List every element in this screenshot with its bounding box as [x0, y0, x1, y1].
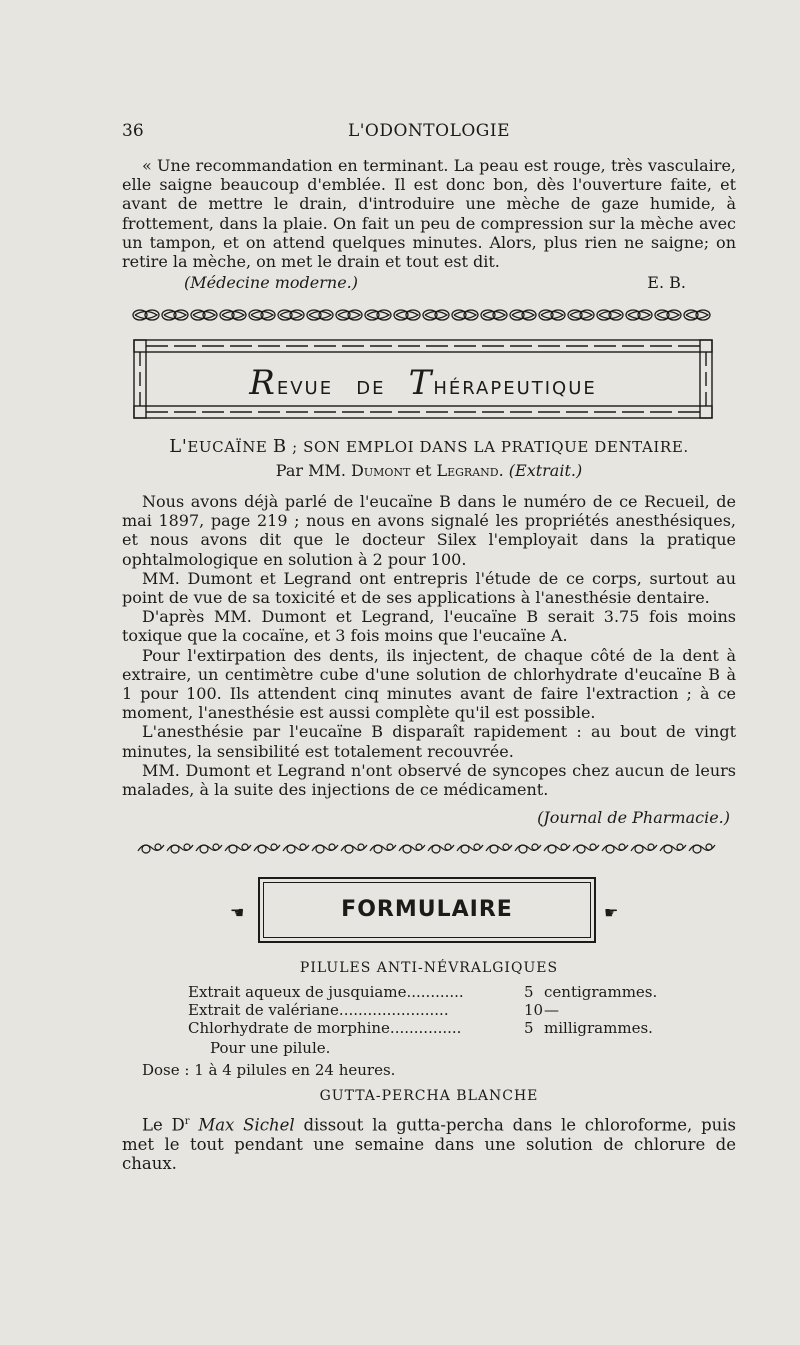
article-body: [122, 492, 736, 799]
formulaire-title: FORMULAIRE: [341, 897, 513, 922]
dose-note: Dose : 1 à 4 pilules en 24 heures.: [142, 1061, 396, 1079]
paragraph: Nous avons déjà parlé de l'eucaïne B dans le numéro de ce Recueil, de mai 1897, page 219 ; nous en avons signalé les propriétés anesthésiques, et nous avons dit que le docteur Silex l'employait dans la pratique ophtalmologique en solution à 2 pour 100.: [122, 492, 736, 569]
pointing-hand-right-icon: ☛: [604, 903, 619, 922]
prior-article-source: (Médecine moderne.): [184, 273, 359, 292]
paragraph: Pour l'extirpation des dents, ils injectent, de chaque côté de la dent à extraire, un centimètre cube d'une solution de chlorhydrate d'eucaïne B à 1 pour 100. Ils attendent cinq minutes avant de faire l'extraction ; à ce moment, l'anesthésie est aussi complète qu'il est possible.: [122, 645, 736, 723]
journal-title: L'ODONTOLOGIE: [347, 121, 511, 141]
revue-therapeutique-banner: [132, 338, 714, 420]
formulaire-box: [258, 877, 596, 943]
gutta-paragraph: Le $D^r$ Max Sichel dissout la gutta-percha dans le chloroforme, puis met le tout pendant une semaine dans une solution de chlorure de chaux.: [122, 1115, 736, 1173]
paragraph: MM. Dumont et Legrand n'ont observé de syncopes chez aucun de leurs malades, à la suite des injections de ce médicament.: [122, 760, 736, 800]
page-number: 36: [122, 121, 144, 141]
ornament-divider-bottom: [136, 839, 720, 857]
ornament-divider-top: [132, 306, 722, 324]
rx-line: Extrait aqueux de jusquiame............ 5 centigrammes.: [188, 983, 658, 1001]
rx-line: Chlorhydrate de morphine............... 5 milligrammes.: [188, 1019, 653, 1037]
paragraph: D'après MM. Dumont et Legrand, l'eucaïne B serait 3.75 fois moins toxique que la cocaïne, et 3 fois moins que l'eucaïne A.: [122, 607, 736, 646]
article-source: (Journal de Pharmacie.): [537, 808, 730, 827]
prior-article-initials: E. B.: [647, 273, 686, 292]
gutta-heading: GUTTA-PERCHA BLANCHE: [319, 1088, 539, 1104]
revue-title: REVUE DE THÉRAPEUTIQUE: [249, 363, 597, 403]
prior-article-paragraph: « Une recommandation en terminant. La peau est rouge, très vasculaire, elle saigne beaucoup d'emblée. Il est donc bon, dès l'ouverture faite, et avant de mettre le drain, d'introduire une mèche de gaze humide, à frottement, dans la plaie. On fait un peu de compression sur la mèche avec un tampon, et on attend quelques minutes. Alors, plus rien ne saigne; on retire la mèche, on met le drain et tout est dit.: [122, 156, 736, 272]
pointing-hand-left-icon: ☚: [230, 903, 245, 922]
per-pill-note: Pour une pilule.: [210, 1039, 331, 1057]
pilules-heading: PILULES ANTI-NÉVRALGIQUES: [299, 960, 559, 976]
prior-article-signature: [122, 273, 736, 293]
running-head: [122, 121, 736, 143]
paragraph: L'anesthésie par l'eucaïne B disparaît rapidement : au bout de vingt minutes, la sensibilité est totalement recouvrée.: [122, 722, 736, 761]
article-title: L'EUCAÏNE B ; SON EMPLOI DANS LA PRATIQUE DENTAIRE. Par MM. Dumont et Legrand. (Extrait.): [122, 436, 736, 480]
article-authors: Par MM. Dumont et Legrand. (Extrait.): [275, 461, 583, 480]
rx-line: Extrait de valériane....................... 10 —: [188, 1001, 559, 1019]
paragraph: MM. Dumont et Legrand ont entrepris l'étude de ce corps, surtout au point de vue de sa toxicité et de ses applications à l'anesthésie dentaire.: [122, 568, 736, 608]
